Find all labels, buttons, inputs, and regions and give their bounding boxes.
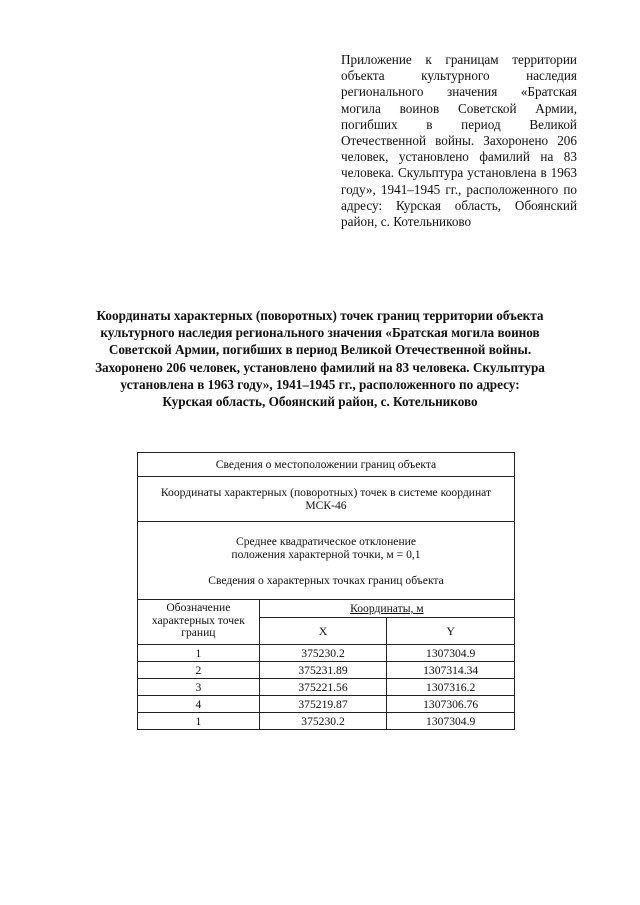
point-cell: 3 xyxy=(138,679,260,696)
point-cell: 1 xyxy=(138,713,260,730)
table-row xyxy=(138,696,515,713)
x-header: X xyxy=(259,618,387,645)
y-cell: 1307316.2 xyxy=(387,679,515,696)
x-cell: 375221.56 xyxy=(259,679,387,696)
x-cell: 375230.2 xyxy=(259,645,387,662)
points-info-header: Сведения о характерных точках границ объекта xyxy=(208,573,444,587)
system-header-row xyxy=(138,477,515,522)
table-row xyxy=(138,713,515,730)
document-title: Координаты характерных (поворотных) точек границ территории объекта культурного наследия регионального значения «Братская могила воинов Советской Армии, погибших в период Великой Отечественной войны. Захоронено 206 человек, установлено фамилий на 83 человека. Скульптура установлена в 1963 году», 1941–1945 гг., расположенного по адресу: Курская область, Обоянский район, с. Котельниково xyxy=(95,308,545,410)
accuracy-line-1: Среднее квадратическое отклонение xyxy=(236,534,416,548)
coordinate-system-header: Координаты характерных (поворотных) точек в системе координат МСК-46 xyxy=(138,477,515,522)
coordinates-table xyxy=(137,452,515,730)
y-header: Y xyxy=(387,618,515,645)
location-header: Сведения о местоположении границ объекта xyxy=(138,453,515,477)
x-cell: 375219.87 xyxy=(259,696,387,713)
location-header-row xyxy=(138,453,515,477)
coords-header-row xyxy=(138,600,515,618)
point-cell: 2 xyxy=(138,662,260,679)
table-row xyxy=(138,662,515,679)
y-cell: 1307304.9 xyxy=(387,645,515,662)
accuracy-line-2: положения характерной точки, м = 0,1 xyxy=(231,547,421,561)
table-row xyxy=(138,645,515,662)
x-cell: 375230.2 xyxy=(259,713,387,730)
coords-header xyxy=(259,600,514,618)
accuracy-cell xyxy=(138,522,515,600)
x-cell: 375231.89 xyxy=(259,662,387,679)
annex-note: Приложение к границам территории объекта культурного наследия регионального значения «Братская могила воинов Советской Армии, погибших в период Великой Отечественной войны. Захоронено 206 человек, установлено фамилий на 83 человека. Скульптура установлена в 1963 году», 1941–1945 гг., расположенного по адресу: Курская область, Обоянский район, с. Котельниково xyxy=(341,52,577,230)
table-row xyxy=(138,679,515,696)
accuracy-row xyxy=(138,522,515,600)
coords-header-text: Координаты, м xyxy=(350,602,424,615)
y-cell: 1307306.76 xyxy=(387,696,515,713)
point-cell: 4 xyxy=(138,696,260,713)
point-label-header: Обозначение характерных точек границ xyxy=(138,600,260,645)
point-cell: 1 xyxy=(138,645,260,662)
y-cell: 1307314.34 xyxy=(387,662,515,679)
y-cell: 1307304.9 xyxy=(387,713,515,730)
